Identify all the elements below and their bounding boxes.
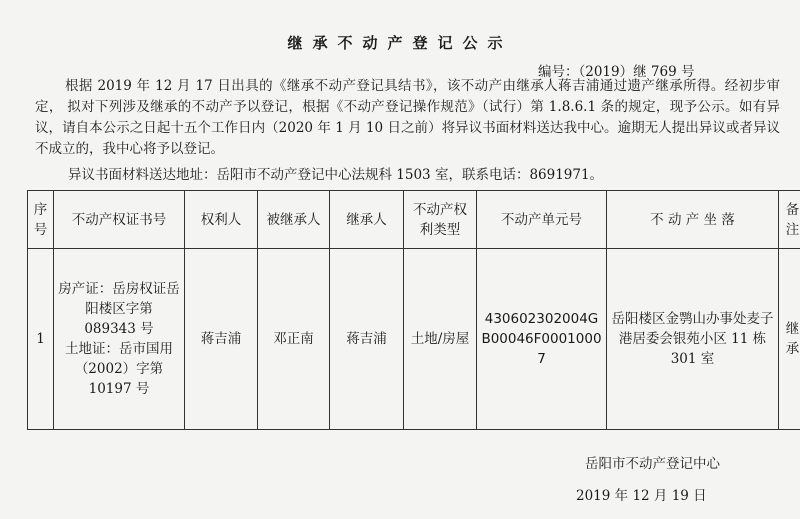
header-unit: 不动产单元号 bbox=[477, 191, 607, 249]
cert-house: 房产证：岳房权证岳阳楼区字第 089343 号 bbox=[58, 281, 180, 337]
header-cert: 不动产权证书号 bbox=[54, 191, 185, 249]
objection-address: 异议书面材料送达地址：岳阳市不动产登记中心法规科 1503 室，联系电话：8691971。 bbox=[68, 167, 604, 183]
notice-paragraph: 根据 2019 年 12 月 17 日出具的《继承不动产登记具结书》，该不动产由继承人蒋吉浦通过遗产继承所得。经初步审定， 拟对下列涉及继承的不动产予以登记，根据《不动产登记操作规范》（试行）第 1.8.6.1 条的规定，现予公示。如有异议，请自本公示之日起十五个工作日内（2020 年 1 月 10 日之前）将异议书面材料送达我中心。逾期无人提出异议或者异议不成立的，我中心将予以登记。 bbox=[35, 78, 780, 157]
cell-type: 土地/房屋 bbox=[404, 249, 477, 430]
issuer-signature: 岳阳市不动产登记中心 bbox=[585, 456, 720, 472]
cell-location: 岳阳楼区金鹗山办事处麦子港居委会银苑小区 11 栋 301 室 bbox=[607, 249, 779, 430]
cell-heir: 蒋吉浦 bbox=[330, 249, 404, 430]
cell-owner: 蒋吉浦 bbox=[185, 249, 258, 430]
cell-unit: 430602302004GB00046F00010007 bbox=[477, 249, 607, 430]
header-remark: 备注 bbox=[779, 191, 800, 249]
header-owner: 权利人 bbox=[185, 191, 258, 249]
header-type: 不动产权利类型 bbox=[404, 191, 477, 249]
document-number: 编号：（2019）继 769 号 bbox=[538, 64, 695, 80]
property-table bbox=[27, 190, 800, 430]
header-decedent: 被继承人 bbox=[258, 191, 330, 249]
table-row bbox=[28, 249, 800, 430]
issue-date: 2019 年 12 月 19 日 bbox=[576, 488, 707, 504]
cell-cert bbox=[54, 249, 185, 430]
header-seq: 序号 bbox=[28, 191, 54, 249]
cell-decedent: 邓正南 bbox=[258, 249, 330, 430]
cell-remark: 继承 bbox=[779, 249, 800, 430]
cert-land: 土地证：岳市国用（2002）字第 10197 号 bbox=[65, 341, 173, 397]
cell-seq: 1 bbox=[28, 249, 54, 430]
page-title: 继承不动产登记公示 bbox=[287, 34, 513, 52]
table-header-row bbox=[28, 191, 800, 249]
header-heir: 继承人 bbox=[330, 191, 404, 249]
header-location: 不 动 产 坐 落 bbox=[607, 191, 779, 249]
